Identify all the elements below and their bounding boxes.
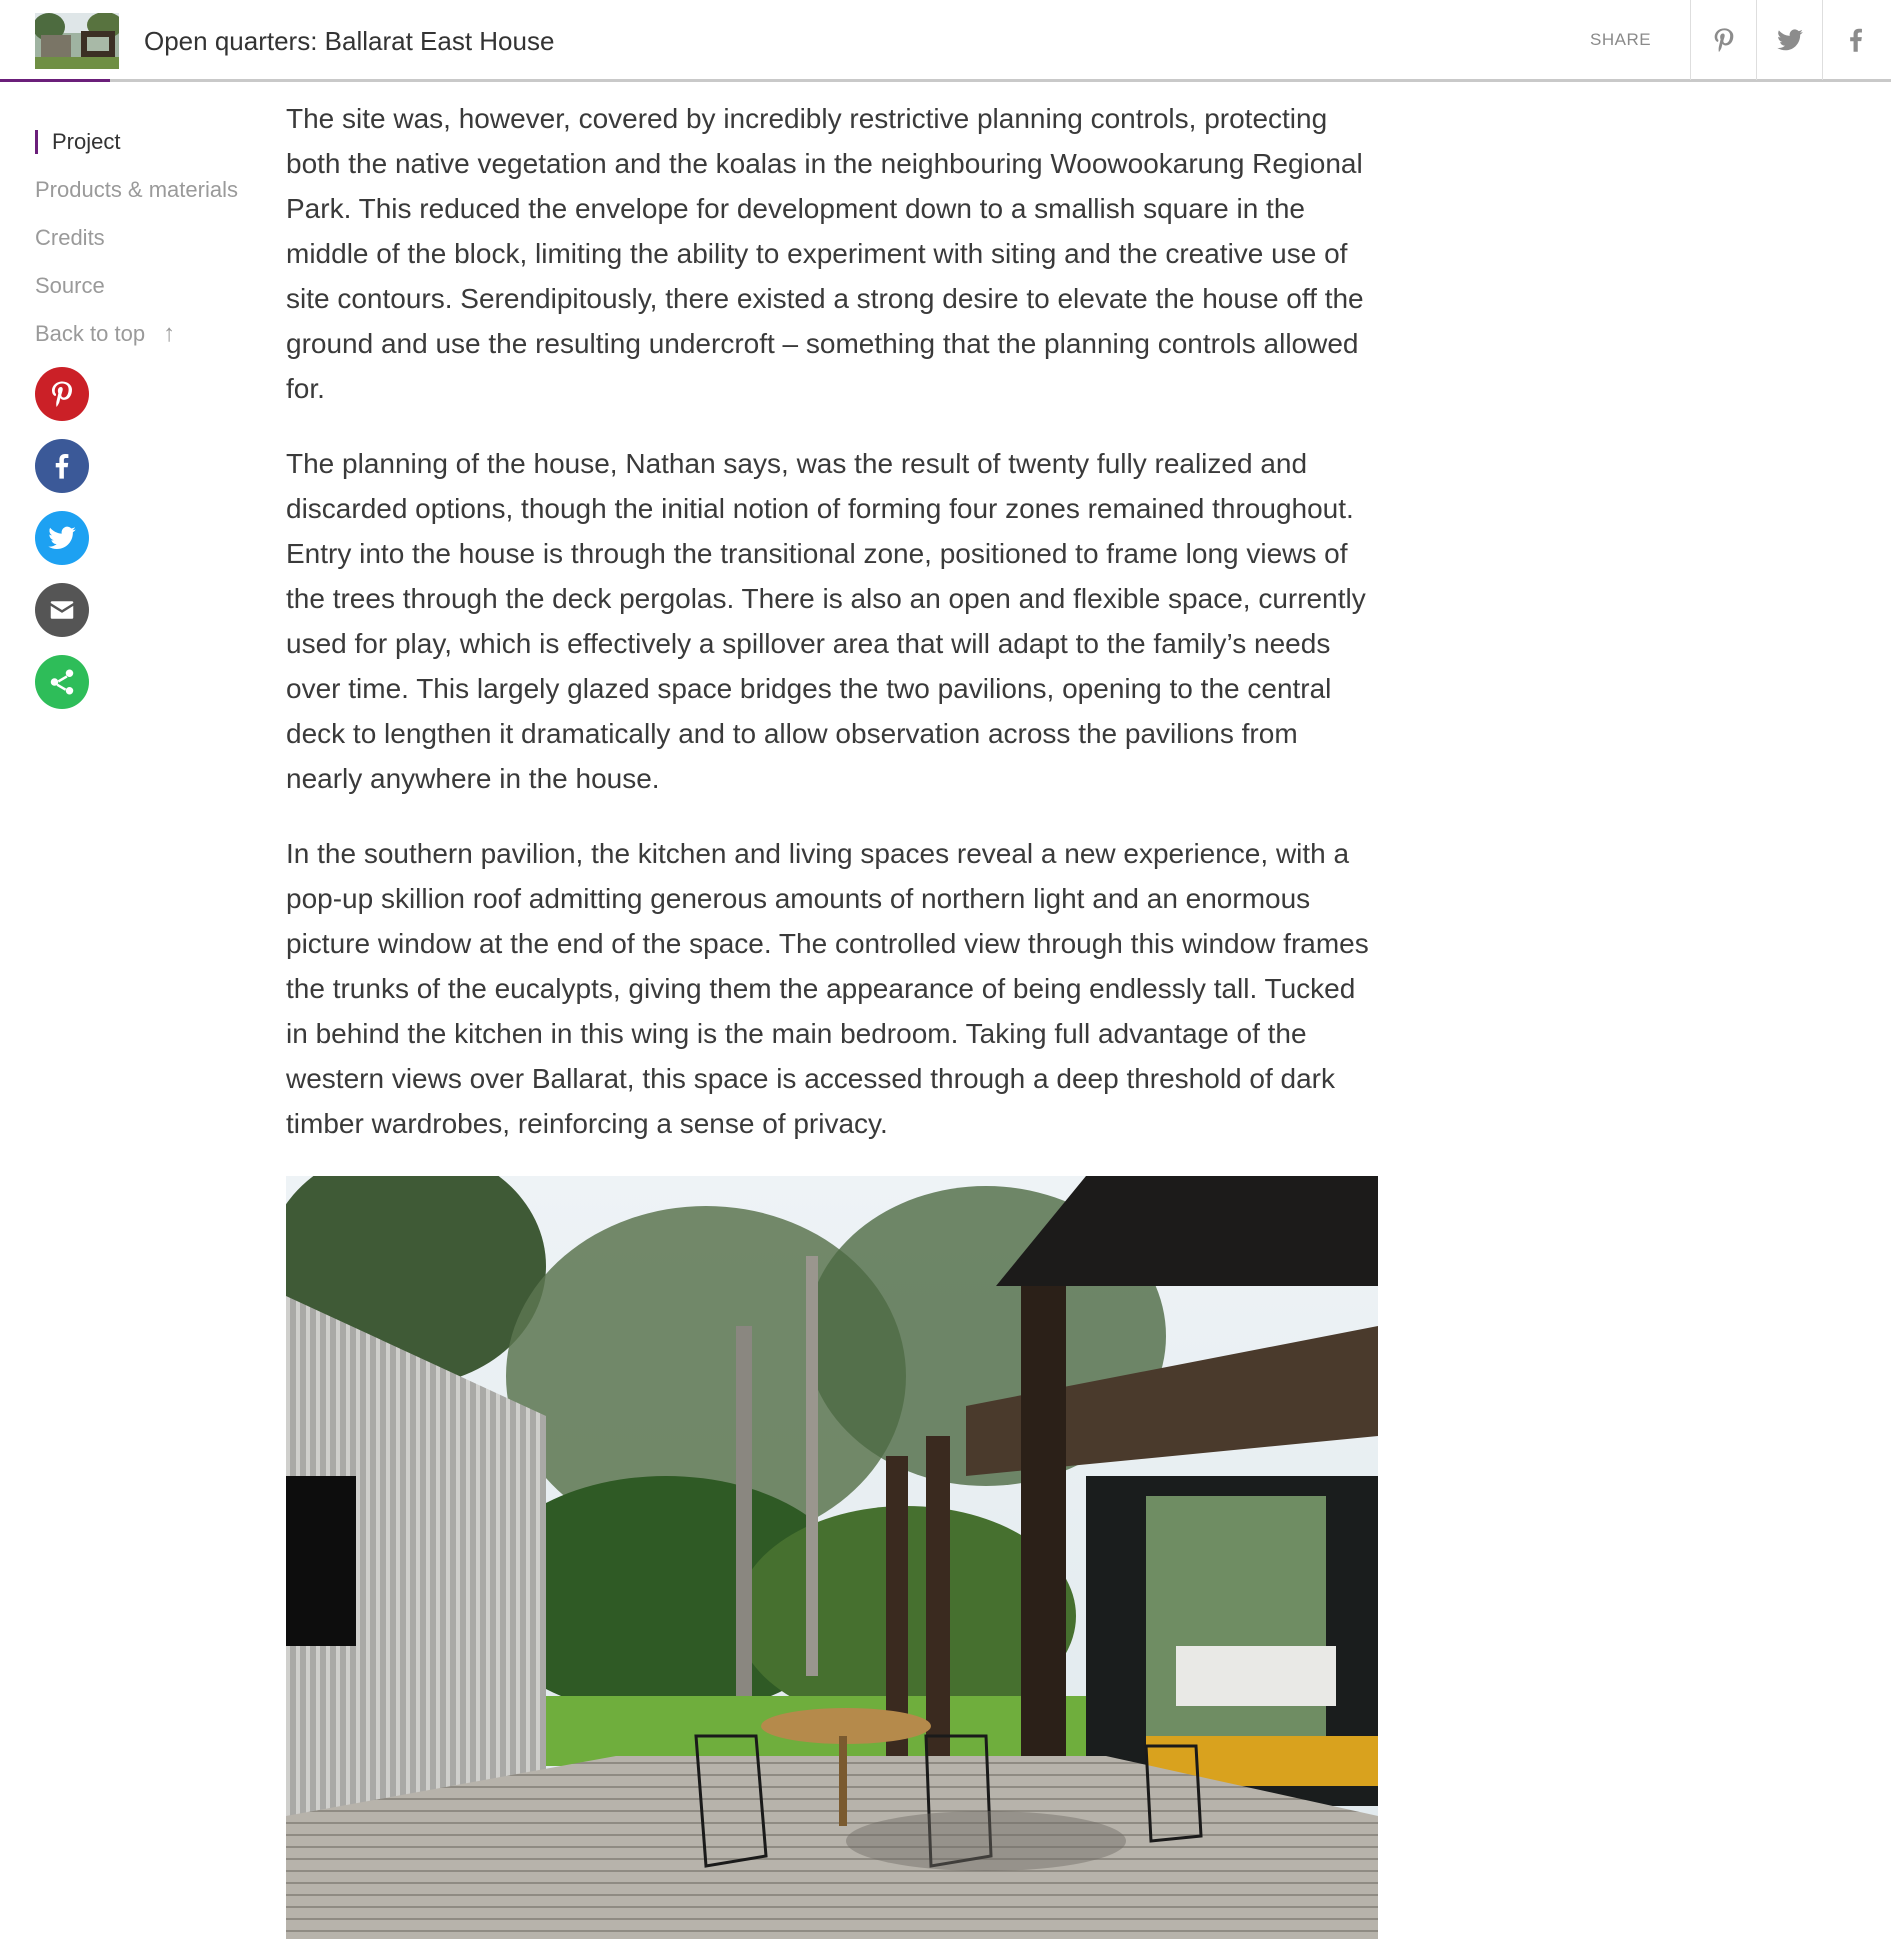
reading-progress-bar — [0, 79, 110, 82]
pinterest-button[interactable] — [35, 367, 89, 421]
article-paragraph: The site was, however, covered by incredibly restrictive planning controls, protecting both the native vegetation and the koalas in the neighbouring Woowookarung Regional Park. This reduced the envelope for development down to a smallish square in the middle of the block, limiting the ability to experiment with siting and the creative use of site contours. Serendipitously, there existed a strong desire to elevate the house off the ground and use the resulting undercroft – something that the planning controls allowed for. — [286, 103, 1364, 404]
twitter-button[interactable] — [35, 511, 89, 565]
nav-item-products-materials[interactable]: Products & materials — [35, 177, 238, 202]
nav-item-credits[interactable]: Credits — [35, 225, 105, 250]
article-paragraph: The planning of the house, Nathan says, was the result of twenty fully realized and discarded options, though the initial notion of forming four zones remained throughout. Entry into the house is through the transitional zone, positioned to frame long views of the trees through the deck pergolas. There is also an open and flexible space, currently used for play, which is effectively a spillover area that will adapt to the family’s needs over time. This largely glazed space bridges the two pavilions, opening to the central deck to lengthen it dramatically and to allow observation across the pavilions from nearly anywhere in the house. — [286, 448, 1366, 794]
back-to-top-label: Back to top — [35, 321, 146, 346]
nav-item-source[interactable]: Source — [35, 273, 105, 298]
email-button[interactable] — [35, 583, 89, 637]
pinterest-share-button[interactable] — [1690, 0, 1756, 80]
article-paragraph: In the southern pavilion, the kitchen and living spaces reveal a new experience, with a pop-up skillion roof admitting generous amounts of northern light and an enormous picture window at the end of the space. The controlled view through this window frames the trunks of the eucalypts, giving them the appearance of being endlessly tall. Tucked in behind the kitchen in this wing is the main bedroom. Taking full advantage of the western views over Ballarat, this space is accessed through a deep threshold of dark timber wardrobes, reinforcing a sense of privacy. — [286, 838, 1369, 1139]
share-label: SHARE — [1590, 30, 1652, 49]
section-nav — [35, 118, 265, 358]
article-photo — [286, 1176, 1378, 1939]
facebook-icon — [47, 451, 77, 481]
pinterest-icon — [1710, 26, 1738, 54]
back-to-top-link[interactable] — [35, 310, 265, 358]
article-body — [286, 96, 1380, 1176]
facebook-button[interactable] — [35, 439, 89, 493]
nav-item-project[interactable]: Project — [35, 118, 265, 166]
share-icon — [47, 667, 77, 697]
arrow-up-icon: ↑ — [163, 320, 176, 347]
twitter-share-button[interactable] — [1756, 0, 1822, 80]
article-thumbnail[interactable] — [35, 13, 119, 69]
share-button[interactable] — [35, 655, 89, 709]
facebook-share-button[interactable] — [1822, 0, 1888, 80]
page-title: Open quarters: Ballarat East House — [144, 26, 555, 56]
email-icon — [47, 595, 77, 625]
top-bar — [0, 0, 1891, 82]
twitter-icon — [1776, 26, 1804, 54]
twitter-icon — [47, 523, 77, 553]
pinterest-icon — [47, 379, 77, 409]
facebook-icon — [1842, 26, 1870, 54]
